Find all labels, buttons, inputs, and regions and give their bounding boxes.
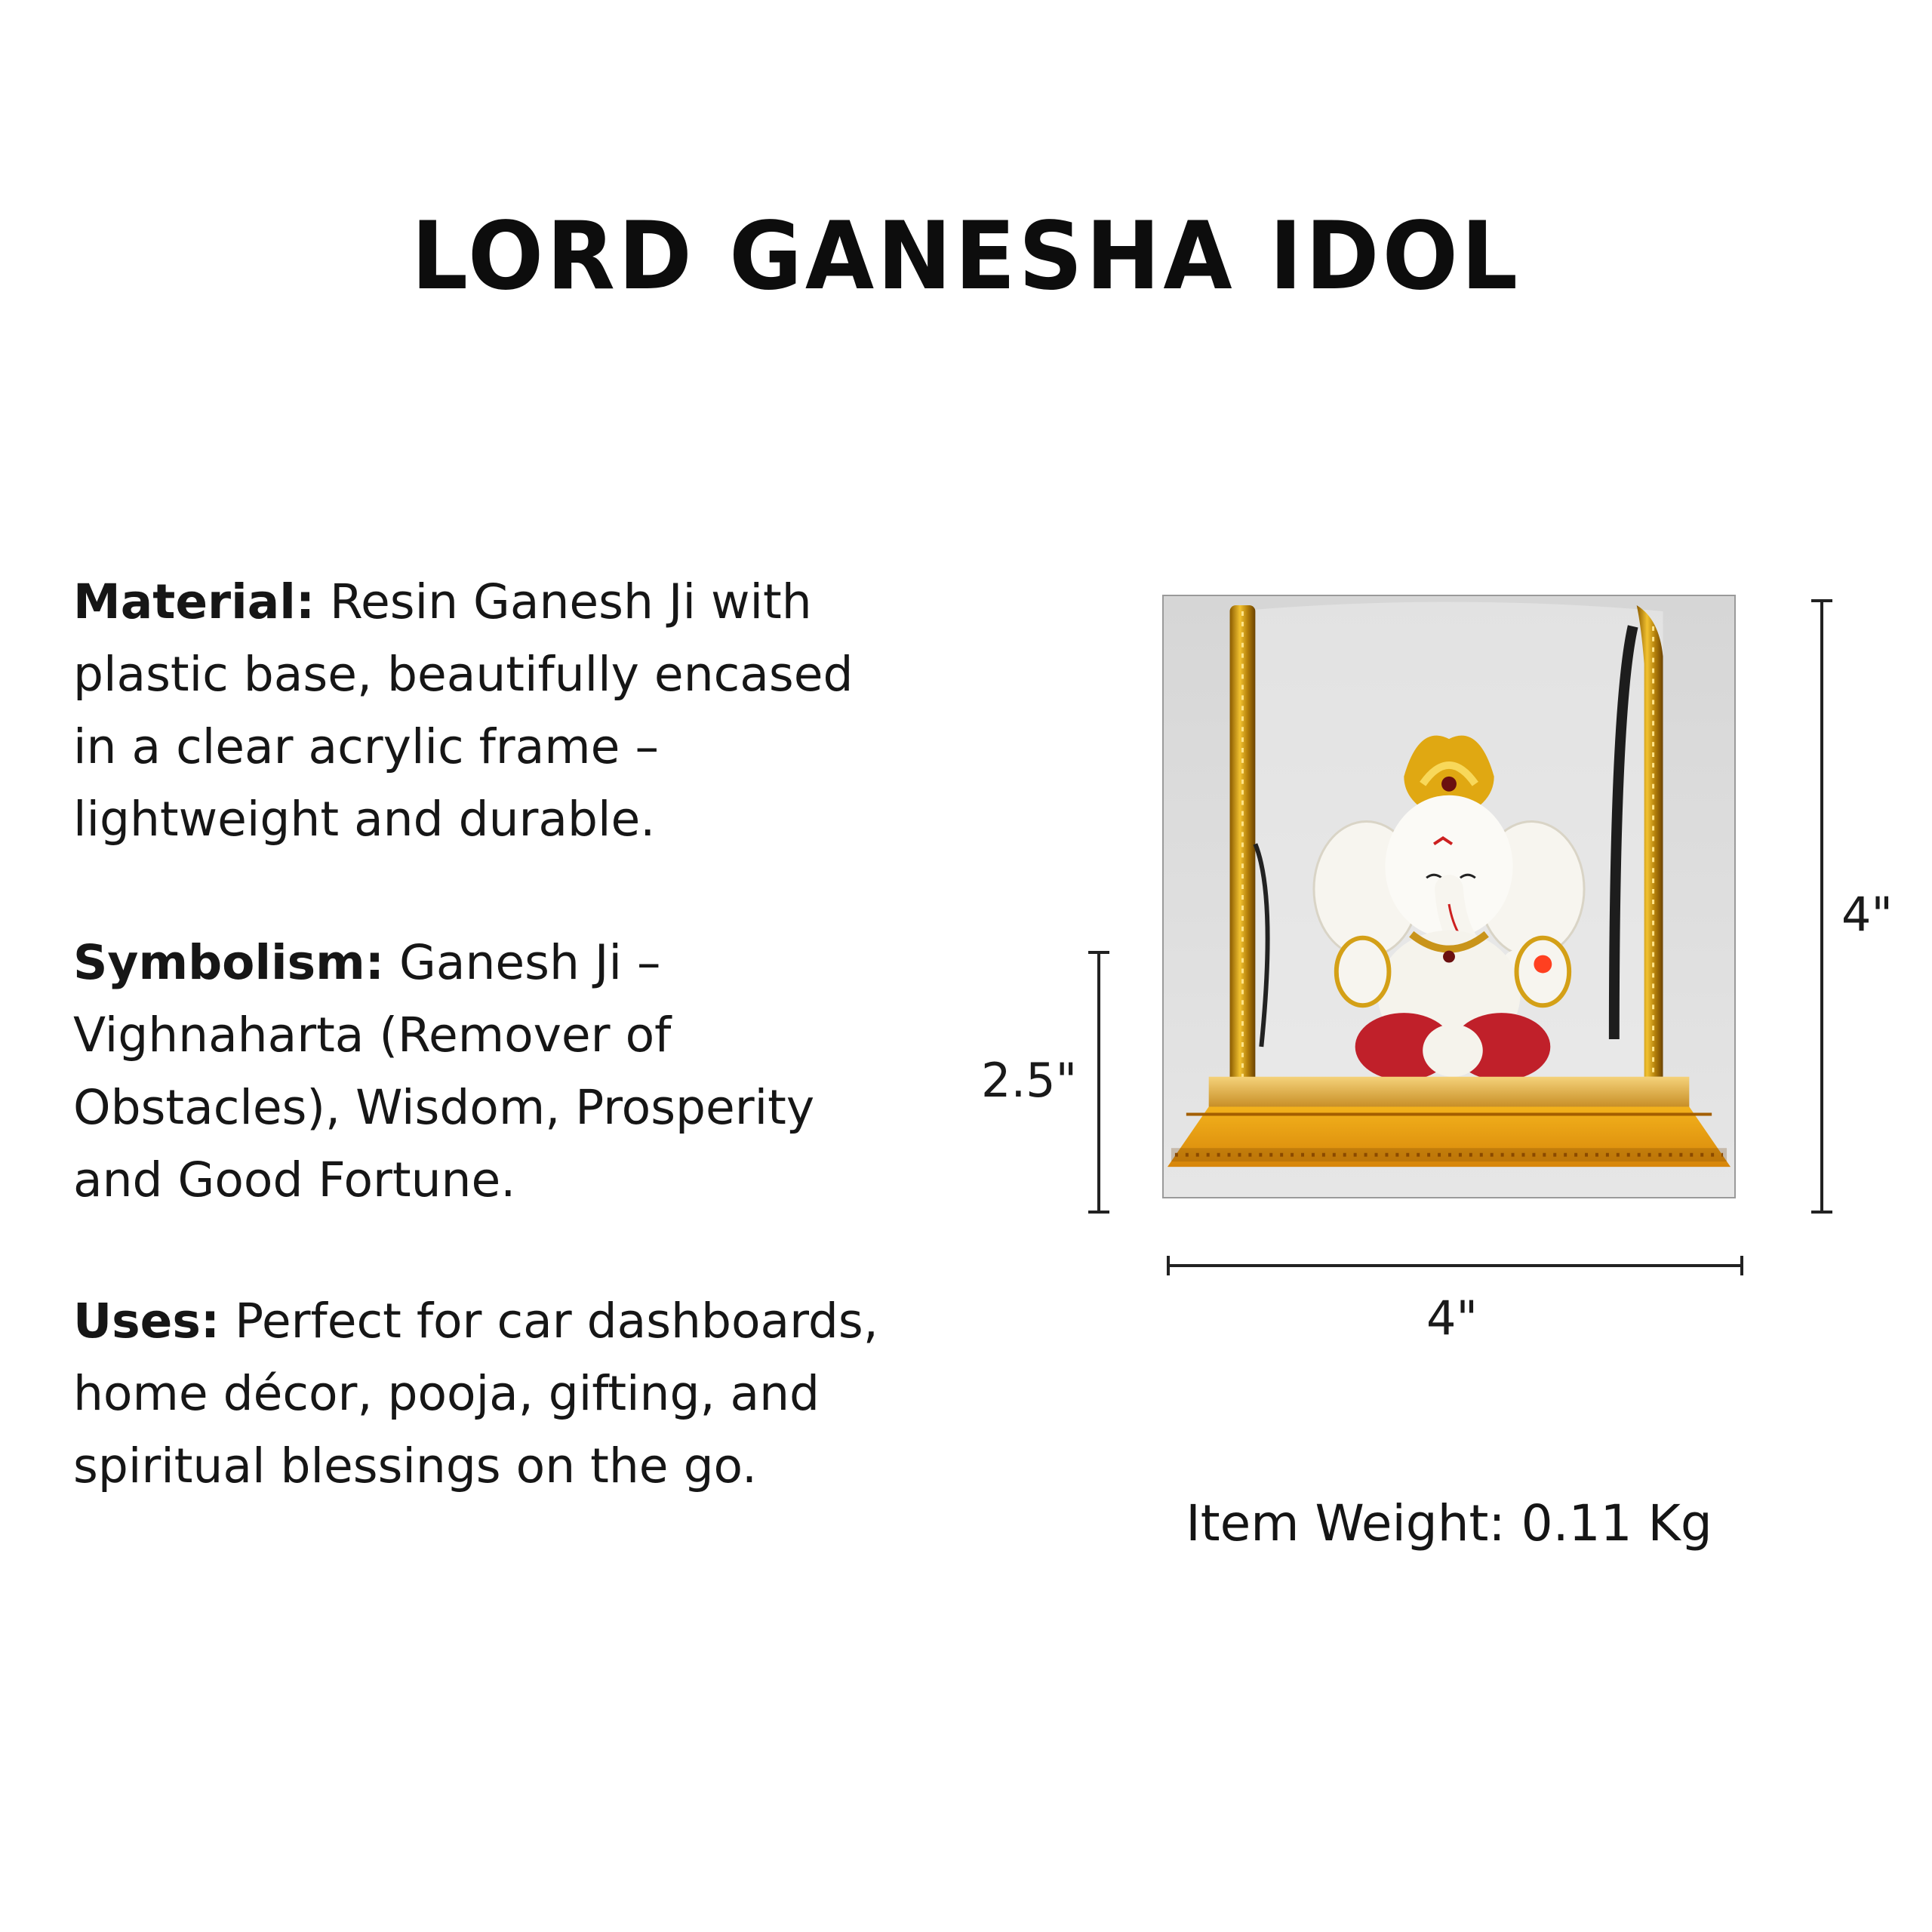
width-dimension-label: 4" [1426, 1291, 1478, 1346]
idol-height-measure-cap-top [1088, 951, 1109, 954]
idol-height-measure-cap-bottom [1088, 1211, 1109, 1214]
symbolism-description [73, 927, 888, 1217]
height-measure-cap-top [1811, 599, 1832, 602]
height-dimension-label: 4" [1841, 887, 1893, 942]
width-measure-cap-right [1740, 1256, 1743, 1275]
width-measure-cap-left [1167, 1256, 1170, 1275]
item-weight: Item Weight: 0.11 Kg [1186, 1494, 1712, 1552]
uses-text: Perfect for car dashboards, home décor, pooja, gifting, and spiritual blessings on the go. [73, 1294, 878, 1494]
product-photo [1162, 595, 1736, 1198]
page-title: LORD GANESHA IDOL [411, 201, 1521, 311]
idol-height-dimension-label: 2.5" [981, 1053, 1078, 1108]
height-measure-cap-bottom [1811, 1211, 1832, 1214]
symbolism-label: Symbolism: [73, 935, 384, 990]
height-measure-line [1820, 601, 1823, 1212]
uses-description [73, 1285, 888, 1503]
uses-label: Uses: [73, 1294, 220, 1349]
idol-height-measure-line [1097, 952, 1100, 1212]
width-measure-line [1168, 1264, 1742, 1267]
material-text: Resin Ganesh Ji with plastic base, beautifully encased in a clear acrylic frame – lightweight and durable. [73, 574, 854, 847]
material-label: Material: [73, 574, 315, 629]
material-description [73, 566, 888, 856]
symbolism-text: Ganesh Ji – Vighnaharta (Remover of Obstacles), Wisdom, Prosperity and Good Fortune. [73, 935, 815, 1208]
